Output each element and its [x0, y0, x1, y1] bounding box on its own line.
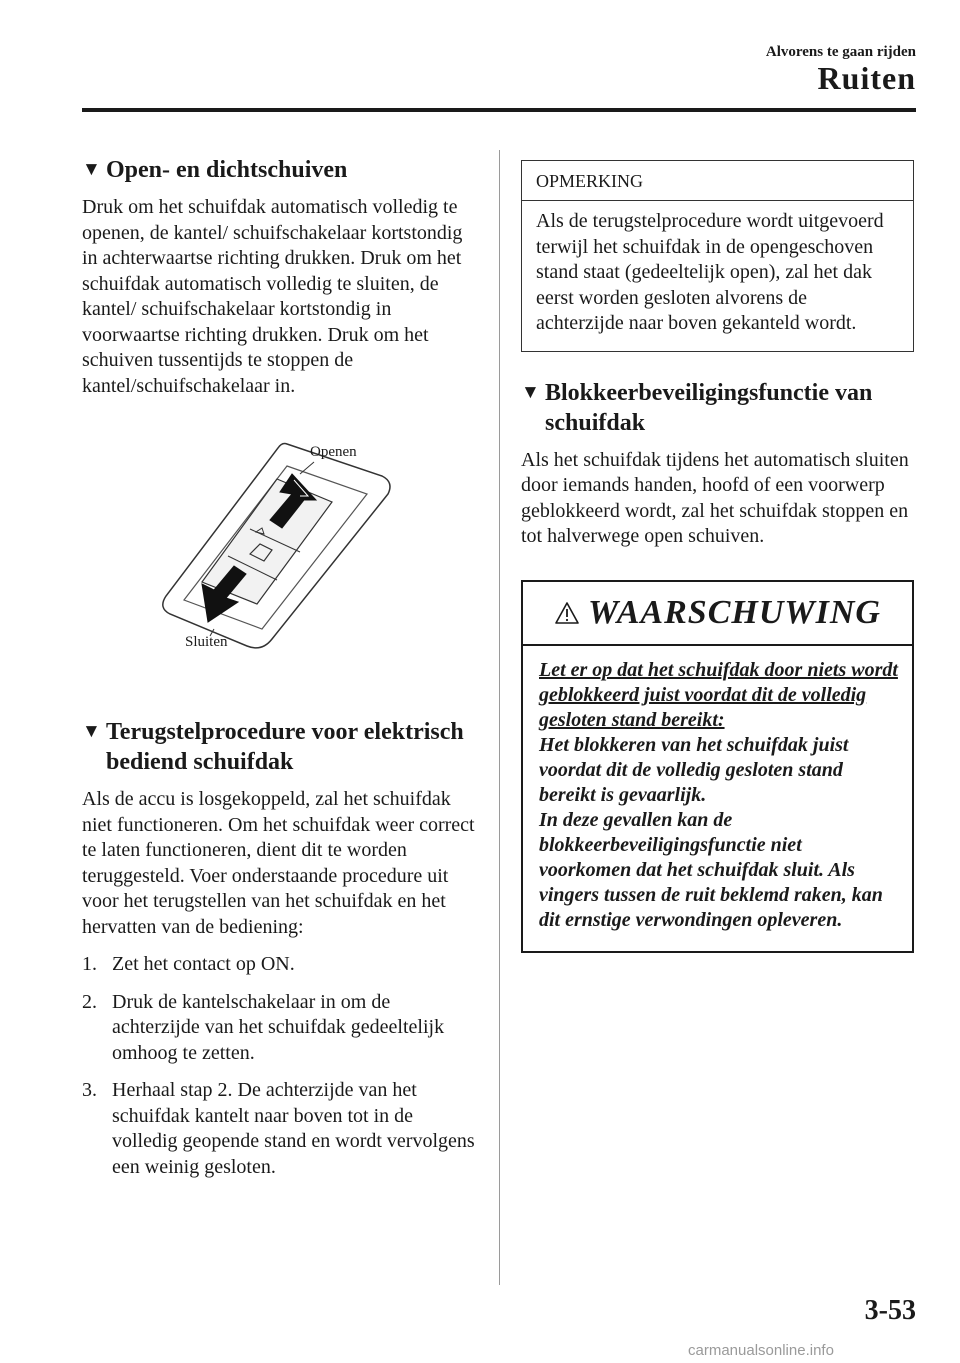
warning-body	[523, 646, 912, 951]
reset-step	[82, 1078, 477, 1180]
note-box	[521, 160, 914, 352]
warning-line: Het blokkeren van het schuifdak juist voordat dit de volledig gesloten stand bereikt is gevaarlijk.	[539, 733, 849, 806]
step-number: 1.	[82, 953, 97, 975]
header-rule	[82, 108, 916, 112]
note-body: Als de terugstelprocedure wordt uitgevoerd terwijl het schuifdak in de opengeschoven stand staat (gedeeltelijk open), zal het dak eerst worden gesloten alvorens de achterzijde naar boven gekanteld wordt.	[536, 210, 884, 334]
warning-box	[521, 580, 914, 953]
anti-trap-body: Als het schuifdak tijdens het automatisch sluiten door iemands handen, hoofd of een voorwerp geblokkeerd wordt, zal het schuifdak stoppen en tot halverwege open schuiven.	[521, 448, 909, 547]
watermark: carmanualsonline.info	[688, 1342, 834, 1359]
running-header-section: Alvorens te gaan rijden	[765, 44, 916, 60]
figure-label-close: Sluiten	[185, 634, 228, 650]
reset-step	[82, 952, 477, 978]
step-number: 3.	[82, 1079, 97, 1101]
left-column	[82, 155, 477, 1180]
reset-heading	[82, 717, 477, 777]
warning-line: In deze gevallen kan de blokkeerbeveiligingsfunctie niet voorkomen dat het schuifdak sluit. Als vingers tussen de ruit beklemd raken, kan dit ernstige verwondingen opleveren.	[539, 808, 883, 931]
note-title: OPMERKING	[522, 161, 913, 201]
open-close-body: Druk om het schuifdak automatisch volledig te openen, de kantel/ schuifschakelaar kortstondig in achterwaartse richting drukken. Druk om het schuifdak automatisch volledig te sluiten, de kantel/ schuifschakelaar kortstondig in voorwaartse richting drukken. Druk om het schuiven tussentijds te stoppen de kantel/schuifschakelaar in.	[82, 196, 463, 397]
section-triangle-icon: ▼	[82, 159, 101, 180]
warning-header	[523, 582, 912, 646]
section-triangle-icon: ▼	[521, 381, 540, 403]
reset-body: Als de accu is losgekoppeld, zal het schuifdak niet functioneren. Om het schuifdak weer correct te laten functioneren, dient dit te worden teruggesteld. Voer onderstaande procedure uit voor het terugstellen van het schuifdak en het hervatten van de bediening:	[82, 788, 475, 938]
reset-step	[82, 990, 477, 1067]
figure-label-open: Openen	[310, 444, 357, 460]
warning-triangle-icon	[554, 601, 580, 625]
step-number: 2.	[82, 990, 97, 1013]
warning-title: WAARSCHUWING	[588, 593, 881, 631]
right-column	[521, 160, 914, 953]
open-close-heading	[82, 155, 477, 185]
tilt-slide-switch-illustration	[82, 424, 477, 689]
sunroof-switch-figure	[82, 424, 477, 689]
step-text: Herhaal stap 2. De achterzijde van het schuifdak kantelt naar boven tot in de volledig geopende stand en wordt vervolgens een weinig gesloten.	[112, 1079, 475, 1178]
anti-trap-heading	[521, 378, 914, 438]
step-text: Zet het contact op ON.	[112, 953, 295, 975]
column-divider	[499, 150, 500, 1285]
anti-trap-heading-text: Blokkeerbeveiligingsfunctie van schuifdak	[545, 379, 873, 436]
reset-heading-text: Terugstelprocedure voor elektrisch bediend schuifdak	[106, 719, 464, 775]
page-number: 3-53	[864, 1295, 916, 1326]
warning-underlined-text: Let er op dat het schuifdak door niets wordt geblokkeerd juist voordat dit de volledig gesloten stand bereikt:	[539, 658, 898, 731]
open-close-heading-text: Open- en dichtschuiven	[106, 157, 348, 183]
step-text: Druk de kantelschakelaar in om de achterzijde van het schuifdak gedeeltelijk omhoog te zetten.	[112, 990, 445, 1064]
running-header-chapter: Ruiten	[817, 60, 916, 96]
section-triangle-icon: ▼	[82, 721, 101, 742]
